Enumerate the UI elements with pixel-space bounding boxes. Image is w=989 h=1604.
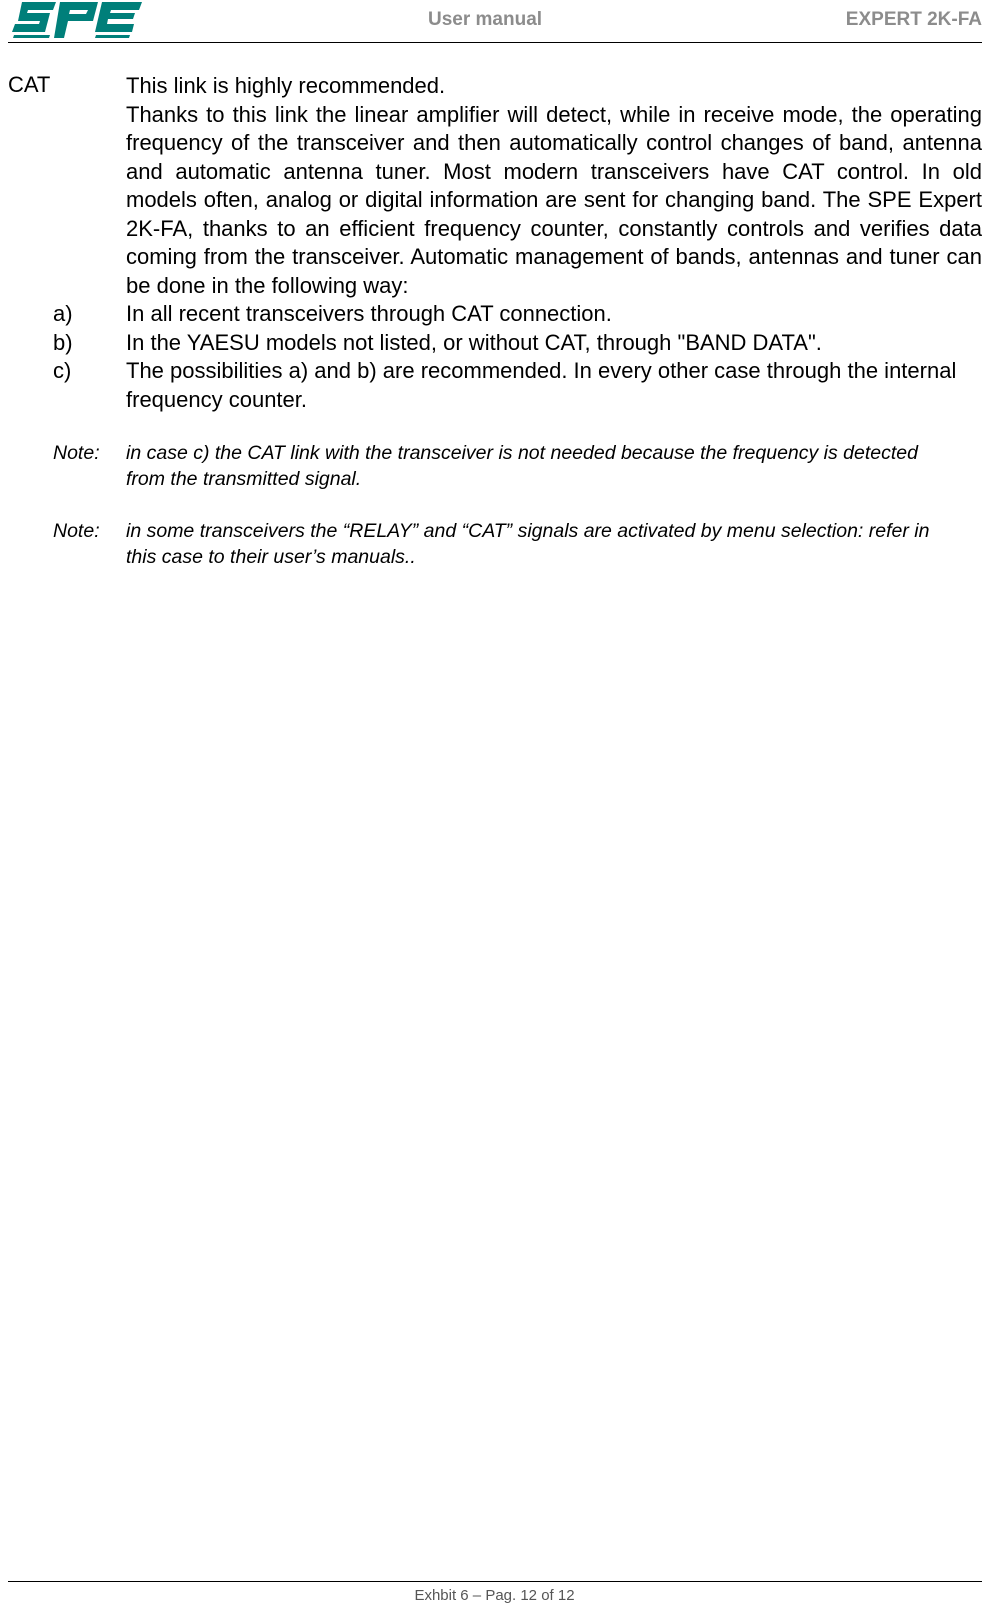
list-item-text: In all recent transceivers through CAT connection. bbox=[126, 301, 612, 326]
description-paragraph: Thanks to this link the linear amplifier will detect, while in receive mode, the operating frequency of the transceiver and then automatically control changes of band, antenna and automatic antenna tuner. Most modern transceivers have CAT control. In old models often, analog or digital information are sent for changing band. The SPE Expert 2K-FA, thanks to an efficient frequency counter, constantly controls and verifies data coming from the transceiver. Automatic management of bands, antennas and tuner can be done in the following way: bbox=[126, 101, 982, 298]
intro-line: This link is highly recommended. bbox=[126, 73, 446, 98]
list-item bbox=[23, 357, 982, 414]
header-title: User manual bbox=[428, 9, 543, 30]
list-item bbox=[23, 300, 982, 329]
list-marker: b) bbox=[53, 329, 73, 355]
note-label: Note: bbox=[53, 442, 100, 464]
list-item-text: In the YAESU models not listed, or without CAT, through "BAND DATA". bbox=[126, 329, 822, 355]
header-divider bbox=[8, 42, 982, 43]
page-footer: Exhbit 6 – Pag. 12 of 12 bbox=[414, 1587, 575, 1604]
note-text: in some transceivers the “RELAY” and “CAT” signals are activated by menu selection: refer in this case to their user’s manuals.. bbox=[126, 520, 930, 568]
spe-logo bbox=[10, 0, 142, 42]
page-header bbox=[8, 0, 982, 44]
note bbox=[23, 440, 946, 492]
note-label: Note: bbox=[53, 520, 100, 542]
list-marker: c) bbox=[53, 358, 72, 383]
note-text: in case c) the CAT link with the transceiver is not needed because the frequency is detected from the transmitted signal. bbox=[126, 442, 918, 490]
section-body bbox=[53, 72, 982, 570]
section-label: CAT bbox=[8, 72, 51, 97]
note bbox=[23, 518, 946, 570]
list-item bbox=[23, 329, 982, 358]
footer-divider bbox=[8, 1581, 982, 1582]
header-model: EXPERT 2K-FA bbox=[845, 9, 982, 30]
list-marker: a) bbox=[53, 301, 73, 326]
options-list bbox=[23, 300, 982, 414]
list-item-text: The possibilities a) and b) are recommended. In every other case through the internal frequency counter. bbox=[126, 358, 957, 412]
